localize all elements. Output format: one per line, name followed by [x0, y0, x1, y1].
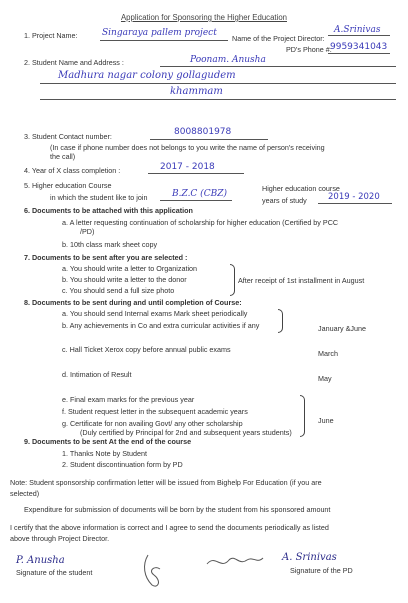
- certify-line-1: I certify that the above information is correct and I agree to send the documents periodically as listed: [10, 523, 329, 532]
- contact-label: 3. Student Contact number:: [24, 132, 112, 141]
- section8-item-g-cont: (Duly certified by Principal for 2nd and subsequent years students): [80, 428, 292, 437]
- contact-value: 8008801978: [174, 127, 232, 137]
- address-line1: Madhura nagar colony gollagudem: [58, 70, 236, 81]
- note-line-2: selected): [10, 489, 40, 498]
- section7-brace: [230, 264, 235, 296]
- section7-note: After receipt of 1st installment in August: [238, 276, 365, 285]
- pd-signature-label: Signature of the PD: [290, 566, 353, 575]
- xclass-value: 2017 - 2018: [160, 162, 215, 172]
- section6-item-b: b. 10th class mark sheet copy: [62, 240, 158, 249]
- section8-item-b: b. Any achievements in Co and extra curricular activities if any: [62, 321, 260, 330]
- certify-line-2: above through Project Director.: [10, 534, 110, 543]
- note-line-1: Note: Student sponsorship confirmation letter will be issued from Bighelp For Education (if you are: [10, 478, 322, 487]
- section6-heading: 6. Documents to be attached with this application: [24, 206, 193, 215]
- years-label-2: years of study: [262, 196, 307, 205]
- student-name-underline: [160, 66, 396, 67]
- xclass-label: 4. Year of X class completion :: [24, 166, 121, 175]
- project-director-label: Name of the Project Director:: [232, 34, 325, 43]
- section7-heading: 7. Documents to be sent after you are selected :: [24, 253, 188, 262]
- section7-item-c: c. You should send a full size photo: [62, 286, 175, 295]
- section8-ab-when: January &June: [318, 324, 366, 333]
- section6-item-a: a. A letter requesting continuation of scholarship for higher education (Certified by PCC: [62, 218, 339, 227]
- project-name-underline: [100, 40, 228, 41]
- years-underline: [318, 203, 392, 204]
- address-underline1: [40, 83, 396, 84]
- address-underline2: [40, 99, 396, 100]
- project-name-value: Singaraya pallem project: [102, 28, 217, 38]
- pd-phone-label: PD's Phone #:: [286, 45, 332, 54]
- years-value: 2019 - 2020: [328, 192, 380, 202]
- student-signature-label: Signature of the student: [16, 568, 93, 577]
- section7-item-a: a. You should write a letter to Organization: [62, 264, 198, 273]
- ink-scribble-mark: [140, 545, 210, 595]
- project-name-label: 1. Project Name:: [24, 31, 78, 40]
- section8-efg-brace: [300, 395, 305, 437]
- form-title: Application for Sponsoring the Higher Education: [120, 13, 287, 22]
- student-name-value: Poonam. Anusha: [190, 55, 266, 65]
- section7-item-b: b. You should write a letter to the donor: [62, 275, 187, 284]
- section8-ab-brace: [278, 309, 283, 333]
- section9-item-1: 1. Thanks Note by Student: [62, 449, 147, 458]
- countersign-mark: [205, 552, 265, 572]
- course-value: B.Z.C (CBZ): [172, 189, 227, 199]
- section8-item-g: g. Certificate for non availing Govt/ any other scholarship: [62, 419, 243, 428]
- pd-phone-underline: [328, 53, 390, 54]
- student-name-label: 2. Student Name and Address :: [24, 58, 124, 67]
- section8-efg-when: June: [318, 416, 334, 425]
- section8-item-d: d. Intimation of Result: [62, 370, 132, 379]
- section8-item-c: c. Hall Ticket Xerox copy before annual public exams: [62, 345, 231, 354]
- section8-item-f: f. Student request letter in the subsequent academic years: [62, 407, 248, 416]
- course-label-1: 5. Higher education Course: [24, 181, 112, 190]
- project-director-underline: [328, 35, 390, 36]
- address-line2: khammam: [170, 86, 223, 97]
- project-director-value: A.Srinivas: [334, 25, 381, 35]
- course-label-2: in which the student like to join: [50, 193, 148, 202]
- section8-heading: 8. Documents to be sent during and until completion of Course:: [24, 298, 242, 307]
- student-signature: P. Anusha: [16, 555, 65, 566]
- years-label-1: Higher education course: [262, 184, 340, 193]
- section8-c-when: March: [318, 349, 338, 358]
- contact-note-1: (In case if phone number does not belongs to you write the name of person's receiving: [50, 143, 325, 152]
- contact-note-2: the call): [50, 152, 76, 161]
- pd-phone-value: 9959341043: [330, 42, 388, 52]
- contact-underline: [150, 139, 268, 140]
- pd-signature: A. Srinivas: [282, 552, 337, 563]
- section6-item-a-cont: /PD): [80, 227, 95, 236]
- section8-d-when: May: [318, 374, 332, 383]
- section9-item-2: 2. Student discontinuation form by PD: [62, 460, 183, 469]
- section8-item-a: a. You should send Internal exams Mark sheet periodically: [62, 309, 248, 318]
- section8-item-e: e. Final exam marks for the previous year: [62, 395, 195, 404]
- course-underline: [160, 200, 232, 201]
- xclass-underline: [148, 173, 244, 174]
- expenditure-note: Expenditure for submission of documents will be born by the student from his sponsored amount: [24, 505, 331, 514]
- section9-heading: 9. Documents to be sent At the end of the course: [24, 437, 192, 446]
